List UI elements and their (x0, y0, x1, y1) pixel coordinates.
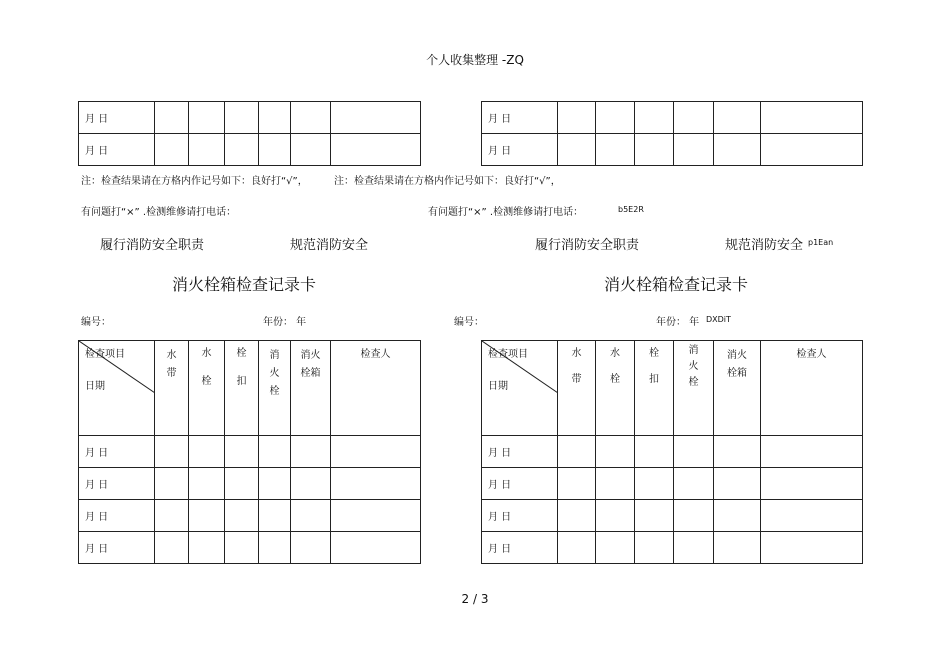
right-year-code: DXDiT (706, 315, 731, 324)
check-cell[interactable] (558, 468, 596, 500)
inspector-cell[interactable] (331, 102, 421, 134)
left-slogan-2: 规范消防安全 (290, 238, 369, 253)
col-coupling: 栓 扣 (225, 341, 259, 436)
check-cell[interactable] (596, 468, 635, 500)
check-cell[interactable] (189, 532, 225, 564)
table-row (482, 532, 863, 564)
check-cell[interactable] (714, 532, 761, 564)
inspector-cell[interactable] (761, 102, 863, 134)
date-cell: 月 日 (79, 468, 155, 500)
inspector-cell[interactable] (331, 532, 421, 564)
check-cell[interactable] (259, 102, 291, 134)
left-note-2: 有问题打“×” .检测维修请打电话： (81, 207, 237, 218)
table-row (79, 436, 421, 468)
inspector-cell[interactable] (761, 532, 863, 564)
date-cell: 月 日 (482, 532, 558, 564)
table-row (482, 500, 863, 532)
col-hydrant: 消 火 栓 (674, 341, 714, 436)
date-cell: 月 日 (482, 102, 558, 134)
check-cell[interactable] (291, 102, 331, 134)
table-row (482, 436, 863, 468)
check-cell[interactable] (596, 500, 635, 532)
check-cell[interactable] (189, 468, 225, 500)
right-note-1: 注：检查结果请在方格内作记号如下：良好打“√”， (334, 176, 561, 187)
check-cell[interactable] (155, 436, 189, 468)
check-cell[interactable] (596, 532, 635, 564)
check-cell[interactable] (189, 436, 225, 468)
page-number: 2 / 3 (461, 592, 489, 606)
check-cell[interactable] (674, 500, 714, 532)
inspector-cell[interactable] (331, 134, 421, 166)
check-cell[interactable] (225, 468, 259, 500)
date-cell: 月 日 (79, 134, 155, 166)
check-cell[interactable] (259, 500, 291, 532)
right-record-table (481, 340, 863, 564)
check-cell[interactable] (155, 532, 189, 564)
check-cell[interactable] (558, 500, 596, 532)
check-cell[interactable] (674, 102, 714, 134)
table-row (482, 468, 863, 500)
left-card-title: 消火栓箱检查记录卡 (172, 275, 317, 294)
col-inspector: 检查人 (331, 341, 421, 436)
right-serial-label: 编号： (454, 317, 484, 328)
check-cell[interactable] (635, 532, 674, 564)
check-cell[interactable] (674, 532, 714, 564)
right-slogan-2: 规范消防安全 (725, 238, 804, 253)
page-header: 个人收集整理 -ZQ (426, 53, 524, 67)
left-note-1: 注：检查结果请在方格内作记号如下：良好打“√”， (81, 176, 308, 187)
col-hydrant-box: 消火 栓箱 (291, 341, 331, 436)
check-cell[interactable] (291, 500, 331, 532)
col-hose: 水 带 (558, 341, 596, 436)
check-cell[interactable] (189, 500, 225, 532)
inspector-cell[interactable] (331, 468, 421, 500)
inspector-cell[interactable] (761, 500, 863, 532)
check-cell[interactable] (558, 102, 596, 134)
table-header-row (79, 341, 421, 436)
check-cell[interactable] (291, 436, 331, 468)
inspector-cell[interactable] (331, 436, 421, 468)
check-cell[interactable] (155, 134, 189, 166)
check-cell[interactable] (674, 134, 714, 166)
check-cell[interactable] (225, 532, 259, 564)
date-cell: 月 日 (79, 532, 155, 564)
date-cell: 月 日 (79, 102, 155, 134)
check-cell[interactable] (291, 134, 331, 166)
date-label: 日期 (85, 381, 105, 392)
check-cell[interactable] (558, 436, 596, 468)
left-year-label: 年份： 年 (263, 317, 307, 328)
col-hose: 水 带 (155, 341, 189, 436)
left-record-table (78, 340, 421, 564)
check-cell[interactable] (225, 134, 259, 166)
right-slogan-code: p1Ean (808, 238, 834, 247)
check-cell[interactable] (674, 468, 714, 500)
inspector-cell[interactable] (761, 436, 863, 468)
check-cell[interactable] (225, 102, 259, 134)
date-cell: 月 日 (79, 500, 155, 532)
right-year-label: 年份： 年 (656, 317, 700, 328)
check-cell[interactable] (291, 532, 331, 564)
item-label: 检查项目 (488, 349, 528, 360)
check-cell[interactable] (635, 500, 674, 532)
check-cell[interactable] (155, 468, 189, 500)
check-cell[interactable] (155, 500, 189, 532)
col-hydrant-bolt: 水 栓 (189, 341, 225, 436)
check-cell[interactable] (259, 468, 291, 500)
date-cell: 月 日 (482, 134, 558, 166)
col-inspector: 检查人 (761, 341, 863, 436)
date-cell: 月 日 (482, 500, 558, 532)
check-cell[interactable] (596, 102, 635, 134)
left-top-table (78, 101, 421, 166)
check-cell[interactable] (714, 468, 761, 500)
inspector-cell[interactable] (761, 468, 863, 500)
left-slogan-1: 履行消防安全职责 (100, 238, 205, 253)
col-hydrant-box: 消火 栓箱 (714, 341, 761, 436)
date-cell: 月 日 (79, 436, 155, 468)
check-cell[interactable] (259, 134, 291, 166)
diagonal-header-cell (482, 341, 558, 436)
check-cell[interactable] (225, 436, 259, 468)
table-header-row (482, 341, 863, 436)
check-cell[interactable] (714, 436, 761, 468)
diagonal-header-cell (79, 341, 155, 436)
date-cell: 月 日 (482, 468, 558, 500)
check-cell[interactable] (259, 532, 291, 564)
right-note-2: 有问题打“×” .检测维修请打电话： (428, 207, 584, 218)
date-cell: 月 日 (482, 436, 558, 468)
check-cell[interactable] (225, 500, 259, 532)
col-hydrant: 消 火 栓 (259, 341, 291, 436)
table-row (79, 500, 421, 532)
check-cell[interactable] (558, 134, 596, 166)
right-slogan-1: 履行消防安全职责 (535, 238, 640, 253)
check-cell[interactable] (635, 468, 674, 500)
check-cell[interactable] (596, 436, 635, 468)
date-label: 日期 (488, 381, 508, 392)
check-cell[interactable] (259, 436, 291, 468)
item-label: 检查项目 (85, 349, 125, 360)
check-cell[interactable] (714, 102, 761, 134)
table-row (79, 468, 421, 500)
check-cell[interactable] (714, 134, 761, 166)
check-cell[interactable] (558, 532, 596, 564)
table-row (79, 532, 421, 564)
check-cell[interactable] (596, 134, 635, 166)
right-note-2-code: b5E2R (618, 205, 644, 214)
check-cell[interactable] (155, 102, 189, 134)
check-cell[interactable] (635, 102, 674, 134)
inspector-cell[interactable] (331, 500, 421, 532)
check-cell[interactable] (635, 134, 674, 166)
col-hydrant-bolt: 水 栓 (596, 341, 635, 436)
right-top-table (481, 101, 863, 166)
check-cell[interactable] (635, 436, 674, 468)
check-cell[interactable] (714, 500, 761, 532)
col-coupling: 栓 扣 (635, 341, 674, 436)
left-serial-label: 编号： (81, 317, 111, 328)
inspector-cell[interactable] (761, 134, 863, 166)
check-cell[interactable] (291, 468, 331, 500)
check-cell[interactable] (189, 134, 225, 166)
check-cell[interactable] (674, 436, 714, 468)
check-cell[interactable] (189, 102, 225, 134)
right-card-title: 消火栓箱检查记录卡 (604, 275, 749, 294)
